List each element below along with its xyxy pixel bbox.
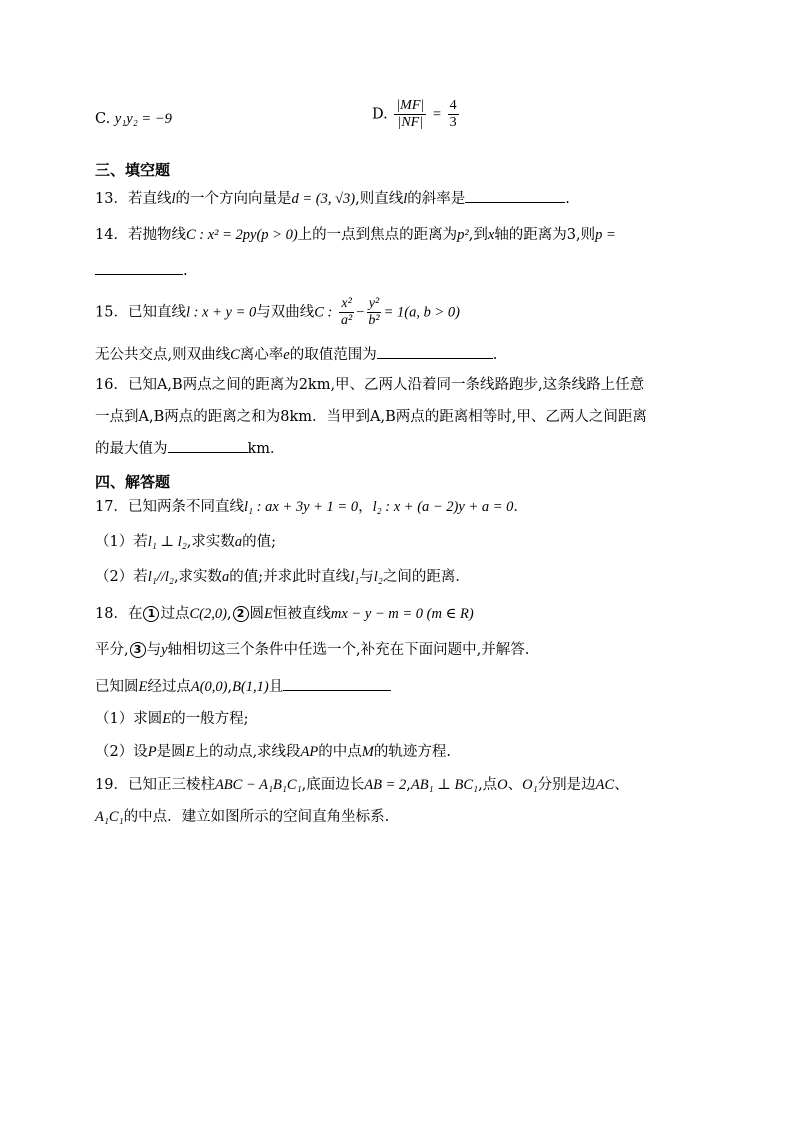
question-14: 14．若抛物线C : x² = 2py(p > 0)上的一点到焦点的距离为p²,到x轴的距离为3,则p = xyxy=(95,227,616,243)
question-18: 18．在 1 过点C(2,0), 2 圆E恒被直线mx − y − m = 0 (m ∈ R) xyxy=(95,606,474,622)
question-19: 19．已知正三棱柱ABC − A₁B₁C₁,底面边长AB = 2,AB₁ ⊥ BC₁,点O、O₁分别是边AC、 xyxy=(95,777,629,793)
circled-number-1: 1 xyxy=(143,606,159,622)
question-18-sub1: （1）求圆E的一般方程; xyxy=(95,711,249,727)
circled-number-3: 3 xyxy=(130,642,146,658)
question-15: 15．已知直线l : x + y = 0与双曲线C : $\frac{\text{x²}}{\text{a²}}$ − $\frac{\text{y²}}{\text{b²}}$ = 1(a, b > 0) xyxy=(95,296,460,328)
question-18-line3: 已知圆E经过点A(0,0),B(1,1)且 xyxy=(95,674,391,698)
section-solution-title: 四、解答题 xyxy=(95,473,171,491)
answer-blank-13[interactable] xyxy=(465,186,565,203)
circled-number-2: 2 xyxy=(233,606,249,622)
question-15-cont: 无公共交点,则双曲线C离心率e的取值范围为 . xyxy=(95,342,497,366)
q15-y-fraction: $\frac{\text{y²}}{\text{b²}}$ xyxy=(368,296,380,328)
answer-blank-15[interactable] xyxy=(377,342,493,359)
option-c-expr: y₁y₂ = −9 xyxy=(114,111,172,127)
question-17: 17．已知两条不同直线l₁ : ax + 3y + 1 = 0，l₂ : x + (a − 2)y + a = 0． xyxy=(95,499,528,515)
question-13: 13．若直线l的一个方向向量是d = (3, √3),则直线l的斜率是 . xyxy=(95,186,570,210)
option-d: D. $\frac{|MF|}{|NF|}$ = $\frac{4}{3}$ xyxy=(372,98,457,130)
question-17-part2: （2）若l₁//l₂,求实数a的值;并求此时直线l₁与l₂之间的距离． xyxy=(95,569,470,585)
question-19-cont: A₁C₁的中点．建立如图所示的空间直角坐标系. xyxy=(95,809,390,825)
question-16-line3: 的最大值为 km． xyxy=(95,436,285,460)
question-14-cont: . xyxy=(95,258,188,282)
option-d-rhs-fraction: $\frac{4}{3}$ xyxy=(449,98,457,130)
question-17-part1: （1）若l₁ ⊥ l₂,求实数a的值; xyxy=(95,534,277,550)
question-18-line2: 平分, 3 与y轴相切这三个条件中任选一个,补充在下面问题中,并解答. xyxy=(95,642,530,658)
section-fill-in-title: 三、填空题 xyxy=(95,161,171,179)
option-c: C. y₁y₂ = −9 xyxy=(95,111,172,127)
question-18-sub2: （2）设P是圆E上的动点,求线段AP的中点M的轨迹方程. xyxy=(95,744,451,760)
answer-blank-14[interactable] xyxy=(95,258,183,275)
option-d-lhs-fraction: $\frac{|MF|}{|NF|}$ xyxy=(396,98,425,130)
q13-vector: d = (3, √3) xyxy=(291,191,356,207)
q15-x-fraction: $\frac{\text{x²}}{\text{a²}}$ xyxy=(341,296,353,328)
answer-blank-16[interactable] xyxy=(168,436,248,453)
question-16-line1: 16．已知A,B两点之间的距离为2km,甲、乙两人沿着同一条线路跑步,这条线路上任意 xyxy=(95,377,645,393)
q14-parabola-eq: C : x² = 2py(p > 0) xyxy=(185,227,298,243)
q15-line-eq: l : x + y = 0 xyxy=(185,304,257,321)
question-16-line2: 一点到A,B两点的距离之和为8km．当甲到A,B两点的距离相等时,甲、乙两人之间距离 xyxy=(95,409,647,425)
answer-blank-18[interactable] xyxy=(283,674,391,691)
